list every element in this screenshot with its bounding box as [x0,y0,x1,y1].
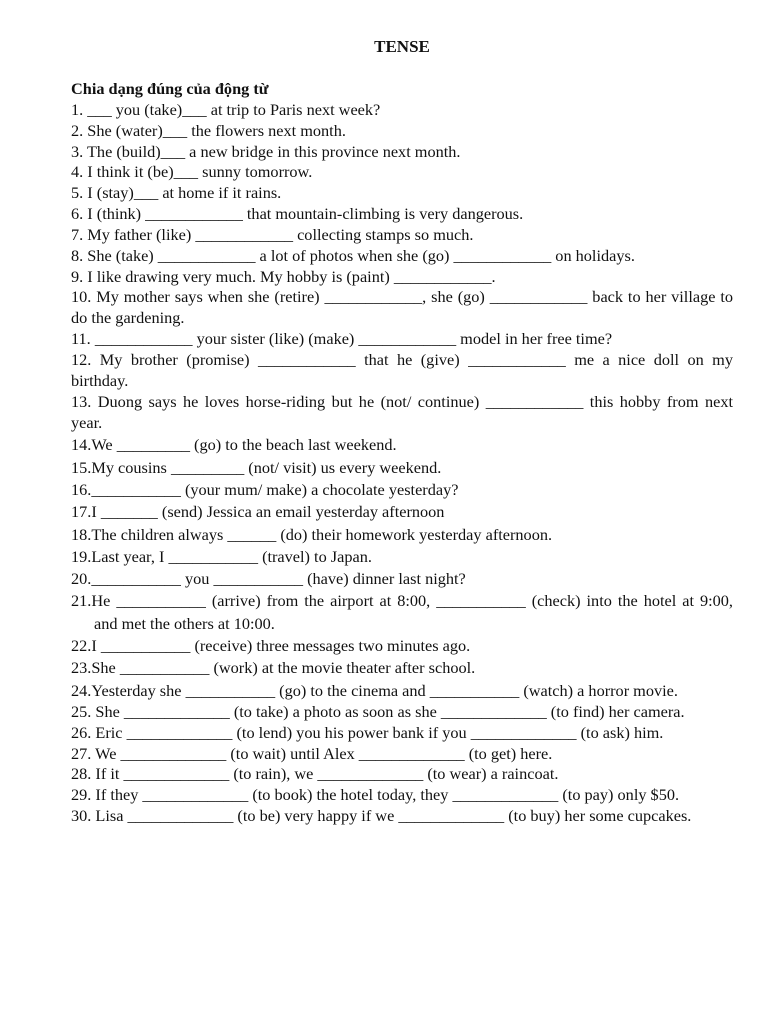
exercise-item-25: 25. She _____________ (to take) a photo as soon as she _____________ (to find) her camera. [71,701,685,721]
exercise-item-16: 16.___________ (your mum/ make) a chocolate yesterday? [71,479,459,499]
exercise-item-8: 8. She (take) ____________ a lot of photos when she (go) ____________ on holidays. [71,245,635,265]
exercise-list-part-3 [71,702,733,827]
exercise-list-part-1 [71,100,733,434]
exercise-item-2: 2. She (water)___ the flowers next month. [71,120,346,140]
exercise-item-26: 26. Eric _____________ (to lend) you his power bank if you _____________ (to ask) him. [71,722,664,742]
exercise-item-22: 22.I ___________ (receive) three messages two minutes ago. [71,636,471,656]
worksheet-content [71,79,733,827]
page-title: TENSE [374,37,430,56]
exercise-item-17: 17.I _______ (send) Jessica an email yesterday afternoon [71,502,445,522]
exercise-item-6: 6. I (think) ____________ that mountain-climbing is very dangerous. [71,204,524,224]
exercise-item-9: 9. I like drawing very much. My hobby is (paint) ____________. [71,266,496,286]
exercise-item-28: 28. If it _____________ (to rain), we _____________ (to wear) a raincoat. [71,764,559,784]
exercise-item-13: 13. Duong says he loves horse-riding but he (not/ continue) ____________ this hobby from next year. [71,391,733,432]
exercise-item-12: 12. My brother (promise) ____________ that he (give) ____________ me a nice doll on my birthday. [71,349,733,390]
exercise-item-5: 5. I (stay)___ at home if it rains. [71,183,282,203]
exercise-item-11: 11. ____________ your sister (like) (make) ____________ model in her free time? [71,329,613,349]
exercise-item-30: 30. Lisa _____________ (to be) very happy if we _____________ (to buy) her some cupcakes. [71,806,692,826]
instruction-heading: Chia dạng đúng của động từ [71,79,269,98]
exercise-item-3: 3. The (build)___ a new bridge in this province next month. [71,141,461,161]
exercise-item-18: 18.The children always ______ (do) their homework yesterday afternoon. [71,524,553,544]
exercise-item-21: 21.He ___________ (arrive) from the airport at 8:00, ___________ (check) into the hotel at 9:00, and met the others at 10:00. [71,591,733,633]
exercise-item-15: 15.My cousins _________ (not/ visit) us every weekend. [71,457,442,477]
exercise-item-19: 19.Last year, I ___________ (travel) to Japan. [71,546,372,566]
exercise-item-24: 24.Yesterday she ___________ (go) to the cinema and ___________ (watch) a horror movie. [71,680,678,700]
exercise-item-4: 4. I think it (be)___ sunny tomorrow. [71,162,313,182]
exercise-item-23: 23.She ___________ (work) at the movie theater after school. [71,658,476,678]
exercise-item-20: 20.___________ you ___________ (have) dinner last night? [71,569,466,589]
exercise-item-1: 1. ___ you (take)___ at trip to Paris next week? [71,99,381,119]
exercise-item-10: 10. My mother says when she (retire) ____________, she (go) ____________ back to her village to do the gardening. [71,287,733,328]
exercise-list-part-2 [71,434,733,702]
exercise-item-14: 14.We _________ (go) to the beach last weekend. [71,435,397,455]
exercise-item-27: 27. We _____________ (to wait) until Alex _____________ (to get) here. [71,743,553,763]
exercise-item-7: 7. My father (like) ____________ collecting stamps so much. [71,224,474,244]
exercise-item-29: 29. If they _____________ (to book) the hotel today, they _____________ (to pay) only $50. [71,785,680,805]
